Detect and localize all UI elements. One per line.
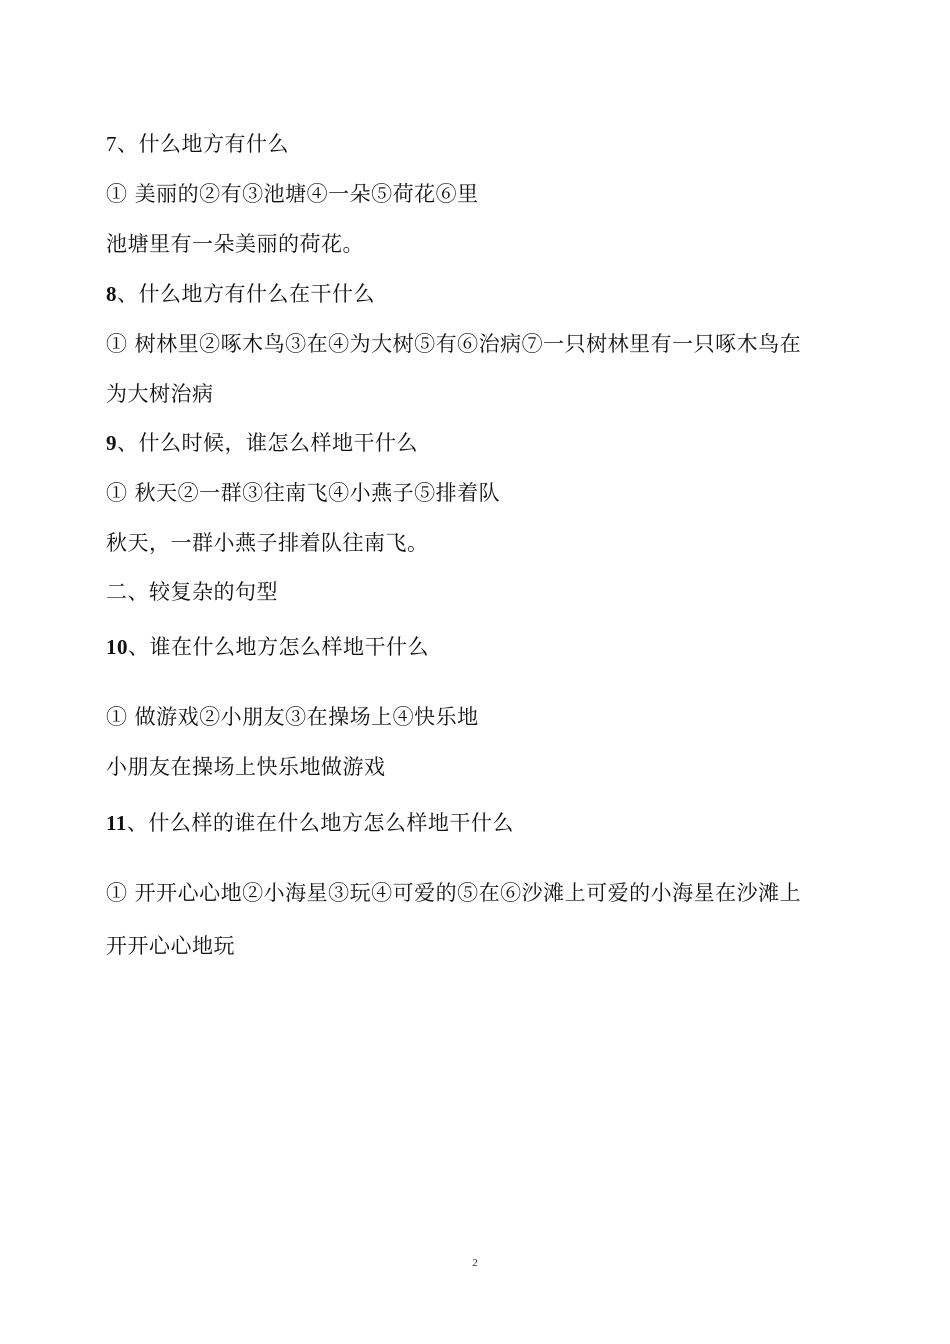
section-11-options-line-2: 开开心心地玩 xyxy=(106,934,235,958)
section-9-options: ① 秋天②一群③往南飞④小燕子⑤排着队 xyxy=(106,481,501,505)
section-8-options-line-2: 为大树治病 xyxy=(106,382,214,406)
section-11-options-line-1: ① 开开心心地②小海星③玩④可爱的⑤在⑥沙滩上可爱的小海星在沙滩上 xyxy=(106,881,802,905)
section-10-answer: 小朋友在操场上快乐地做游戏 xyxy=(106,755,386,779)
section-title: 、什么地方有什么 xyxy=(117,132,289,156)
section-9-answer: 秋天，一群小燕子排着队往南飞。 xyxy=(106,531,429,555)
section-10-heading xyxy=(106,633,429,661)
section-11-heading xyxy=(106,809,514,837)
section-number: 11 xyxy=(106,811,127,835)
page-number: 2 xyxy=(472,1257,478,1269)
section-number: 9 xyxy=(106,431,117,455)
section-title: 、什么样的谁在什么地方怎么样地干什么 xyxy=(126,811,514,835)
section-title: 、什么地方有什么在干什么 xyxy=(117,282,375,306)
section-title: 、谁在什么地方怎么样地干什么 xyxy=(128,635,429,659)
section-10-options: ① 做游戏②小朋友③在操场上④快乐地 xyxy=(106,705,479,729)
section-8-options-line-1: ① 树林里②啄木鸟③在④为大树⑤有⑥治病⑦一只树林里有一只啄木鸟在 xyxy=(106,332,802,356)
section-7-options: ① 美丽的②有③池塘④一朵⑤荷花⑥里 xyxy=(106,182,479,206)
section-7-heading xyxy=(106,130,289,158)
section-number: 8 xyxy=(106,282,117,306)
section-7-answer: 池塘里有一朵美丽的荷花。 xyxy=(106,232,364,256)
section-title: 、什么时候，谁怎么样地干什么 xyxy=(117,431,418,455)
subheading: 二、较复杂的句型 xyxy=(106,580,278,604)
section-8-heading xyxy=(106,280,375,308)
section-number: 10 xyxy=(106,635,128,659)
section-9-heading xyxy=(106,429,418,457)
section-number: 7 xyxy=(106,132,117,156)
